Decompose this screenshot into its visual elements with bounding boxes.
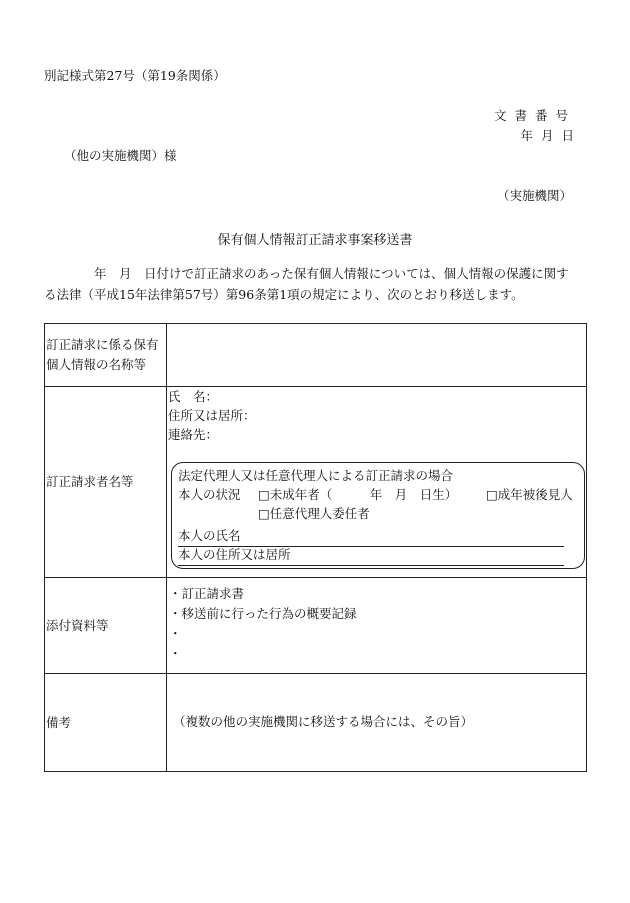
requester-value-cell xyxy=(167,387,587,578)
requester-label-cell xyxy=(45,387,167,578)
person-status-label: 本人の状況 xyxy=(178,487,241,502)
attachment-item[interactable]: ・ xyxy=(169,626,182,641)
remarks-label: 備考 xyxy=(46,714,72,730)
table-row xyxy=(45,387,587,578)
requester-name-field[interactable]: 氏 名： xyxy=(168,389,219,404)
attachment-item: ・訂正請求書 xyxy=(169,586,245,601)
table-row xyxy=(45,674,587,772)
requester-label: 訂正請求者名等 xyxy=(46,474,134,489)
person-name-field[interactable]: 本人の氏名 xyxy=(178,526,564,547)
adult-ward-checkbox[interactable]: □成年被後見人 xyxy=(486,487,573,502)
proxy-request-box xyxy=(171,462,585,569)
info-name-label-line-1: 訂正請求に係る保有 xyxy=(46,337,159,352)
document-title: 保有個人情報訂正請求事案移送書 xyxy=(217,233,413,248)
info-name-value-cell[interactable] xyxy=(167,324,587,387)
remarks-label-cell xyxy=(45,674,167,772)
body-text-line-1: 年 月 日付けで訂正請求のあった保有個人情報については、個人情報の保護に関す xyxy=(94,266,569,281)
remarks-value-cell[interactable] xyxy=(167,674,587,772)
transfer-form-table xyxy=(44,323,587,772)
person-address-field[interactable]: 本人の住所又は居所 xyxy=(178,545,564,566)
attachments-label: 添付資料等 xyxy=(46,617,109,633)
remarks-note: （複数の他の実施機関に移送する場合には、その旨） xyxy=(173,714,474,729)
requester-contact-field[interactable]: 連絡先： xyxy=(168,427,219,442)
recipient-label: （他の実施機関）様 xyxy=(64,148,177,163)
info-name-label-cell xyxy=(45,324,167,387)
document-number-label: 文書番号 xyxy=(493,108,576,123)
sender-label: （実施機関） xyxy=(496,188,572,203)
minor-checkbox[interactable]: □未成年者（ 年 月 日生） xyxy=(258,487,458,502)
form-reference: 別記様式第27号（第19条関係） xyxy=(44,68,226,83)
body-text-line-2: る法律（平成15年法律第57号）第96条第1項の規定により、次のとおり移送します。 xyxy=(44,287,524,302)
attachments-label-cell xyxy=(45,578,167,674)
attachment-item[interactable]: ・ xyxy=(169,646,182,661)
document-date-label: 年 月 日 xyxy=(520,128,576,143)
delegator-checkbox[interactable]: □任意代理人委任者 xyxy=(258,506,370,521)
info-name-label-line-2: 個人情報の名称等 xyxy=(46,357,147,372)
attachment-item: ・移送前に行った行為の概要記録 xyxy=(169,606,357,621)
requester-address-field[interactable]: 住所又は居所： xyxy=(168,408,256,423)
table-row xyxy=(45,324,587,387)
attachments-value-cell xyxy=(167,578,587,674)
table-row xyxy=(45,578,587,674)
proxy-heading: 法定代理人又は任意代理人による訂正請求の場合 xyxy=(178,468,454,483)
